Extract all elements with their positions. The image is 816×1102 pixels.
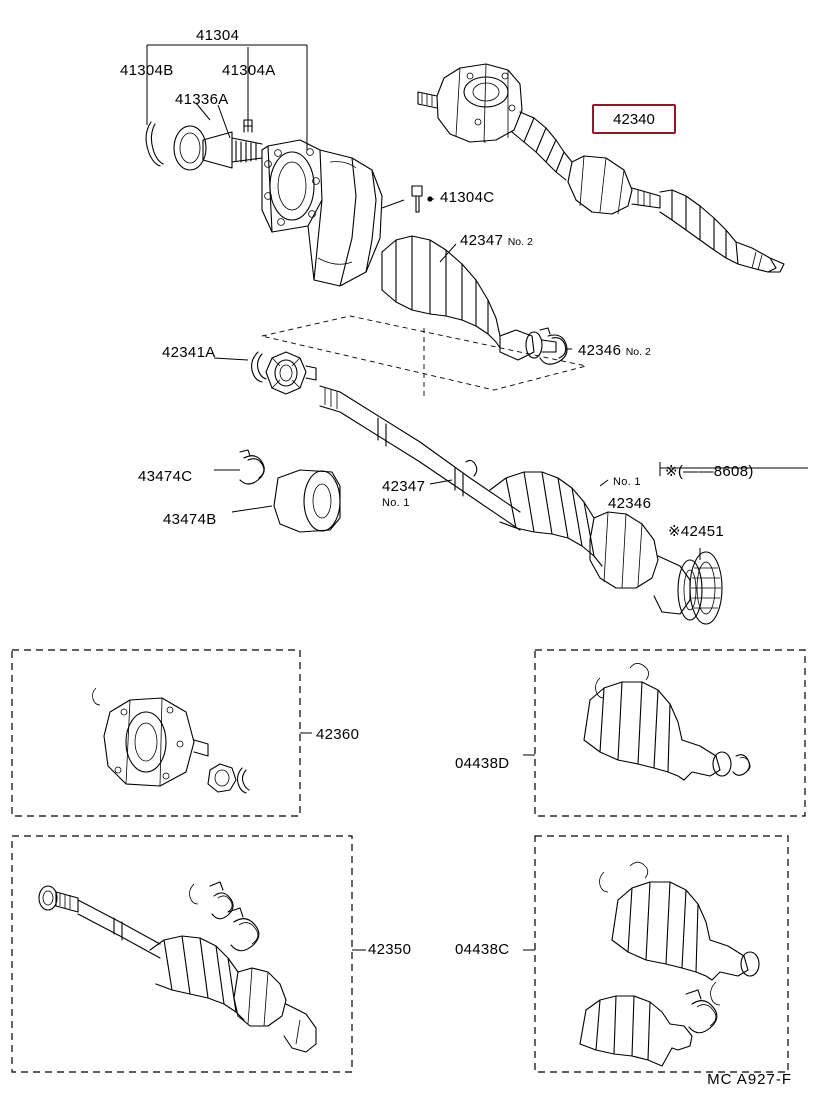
label-42341A: 42341A [162,344,216,361]
label-42451: ※42451 [668,523,725,540]
label-42350: 42350 [368,941,412,958]
label-41304A: 41304A [222,62,276,79]
label-41304C: 41304C [440,189,495,206]
label-42346-no1: 42346 [608,495,652,512]
label-42347-no2: 42347 No. 2 [460,232,533,249]
label-42346-no2: 42346 No. 2 [578,342,651,359]
label-43474C: 43474C [138,468,193,485]
label-41304B: 41304B [120,62,174,79]
panel-boxes [12,650,805,1072]
label-04438D: 04438D [455,755,510,772]
footer-code: MC A927-F [707,1071,792,1088]
label-date-note: ※(——8608) [665,463,754,480]
label-43474B: 43474B [163,511,217,528]
label-42347-no1: 42347 [382,478,426,495]
assembly-shaft-middle [214,352,808,624]
label-41304: 41304 [196,27,240,44]
highlighted-part-42340[interactable] [592,104,676,134]
label-42347-no1-sub: No. 1 [382,497,410,509]
highlighted-part-label: 42340 [613,110,655,128]
label-04438C: 04438C [455,941,510,958]
label-42346-no1-sub: No. 1 [613,476,641,488]
label-41336A: 41336A [175,91,229,108]
label-42360: 42360 [316,726,360,743]
